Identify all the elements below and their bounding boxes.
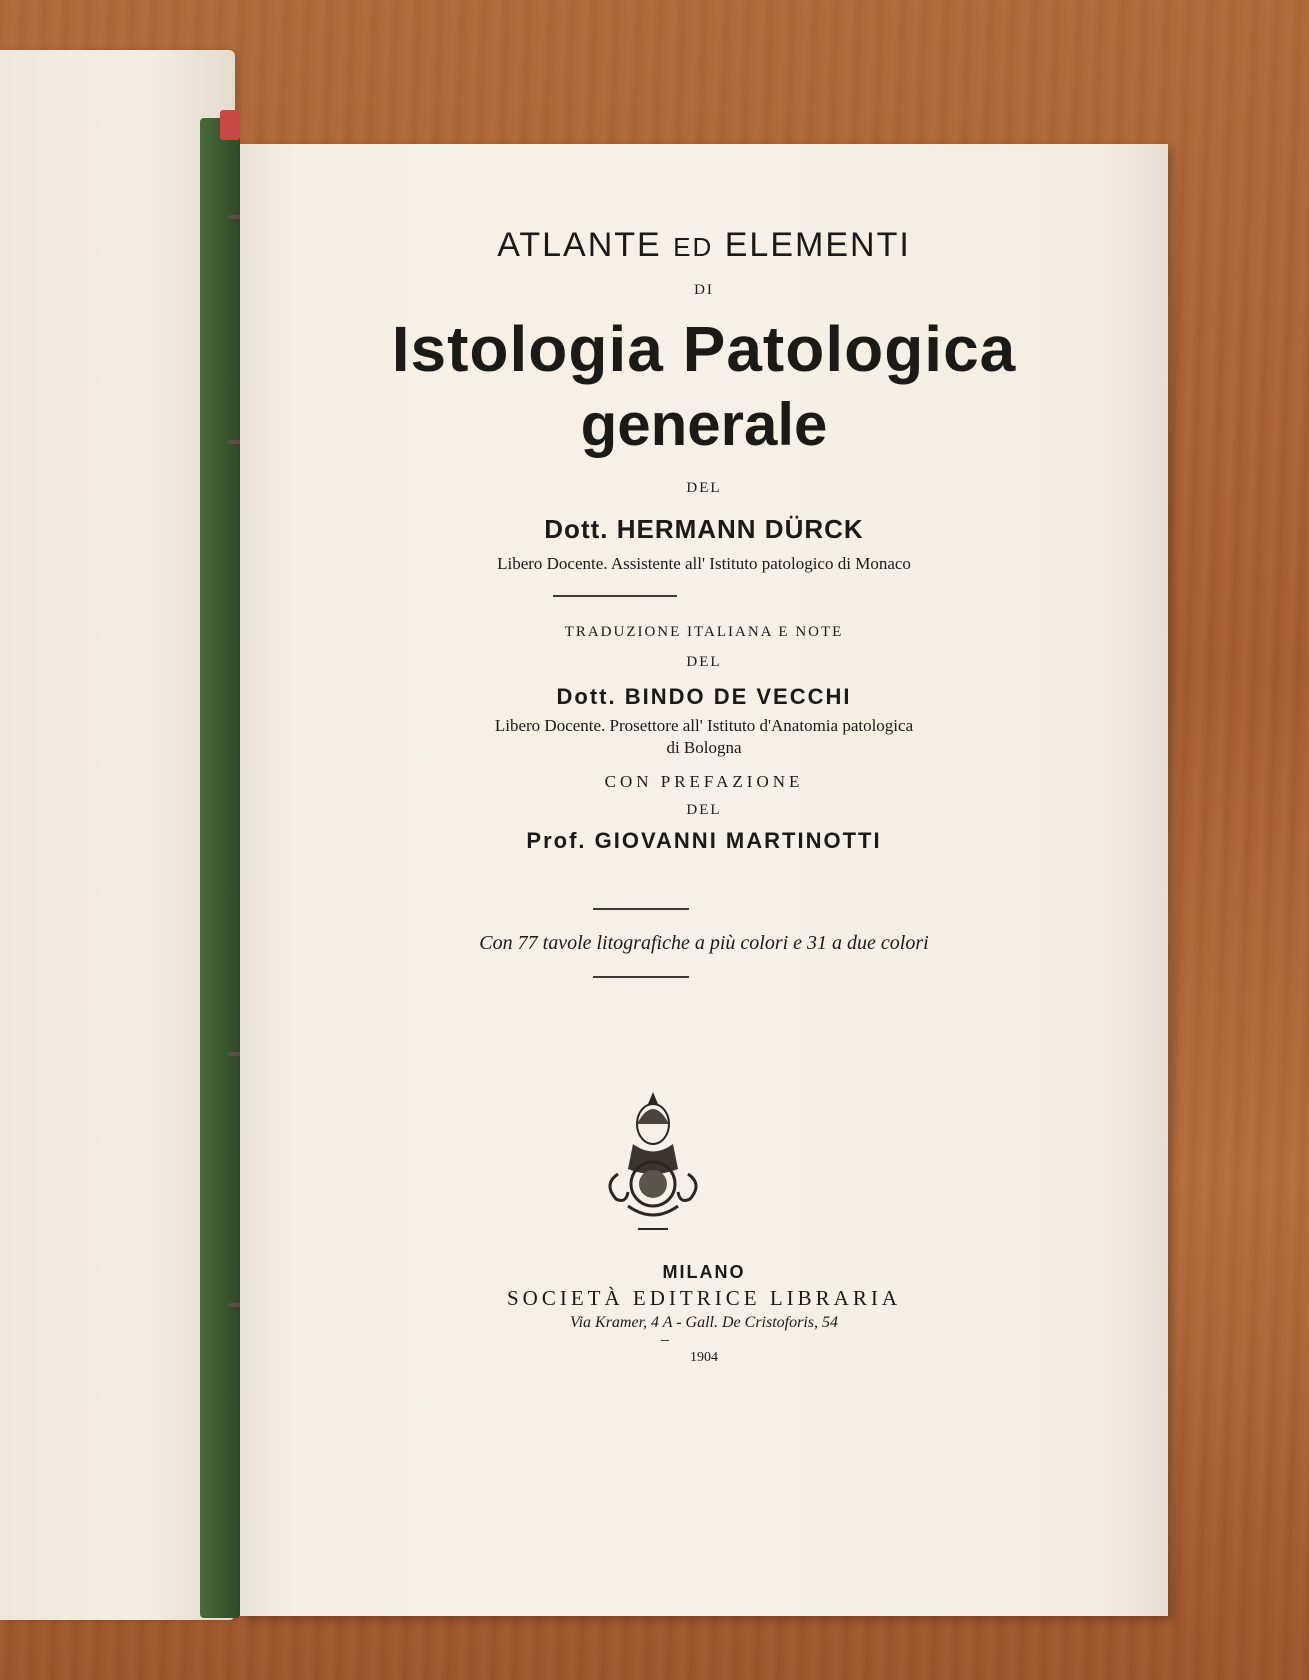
translator-role: Libero Docente. Prosettore all' Istituto d'Anatomia patologica — [494, 716, 914, 735]
translator-role-city: di Bologna — [666, 738, 742, 757]
by-label: DEL — [686, 480, 722, 496]
of-label: DI — [694, 282, 714, 298]
translation-label: TRADUZIONE ITALIANA E NOTE — [564, 624, 844, 640]
by-label: DEL — [686, 802, 722, 818]
divider-rule — [593, 908, 689, 910]
divider-rule — [661, 1340, 669, 1341]
preface-label: CON PREFAZIONE — [604, 772, 804, 791]
book-cover-edge — [200, 118, 240, 1618]
by-label: DEL — [686, 654, 722, 670]
plates-note: Con 77 tavole litografiche a più colori e 31 a due colori — [479, 932, 929, 954]
header-word: ATLANTE — [497, 226, 662, 264]
book-title-line2: generale — [580, 391, 828, 458]
publisher-address: Via Kramer, 4 A - Gall. De Cristoforis, 54 — [569, 1314, 839, 1331]
book-title-line1: Istologia Patologica — [391, 313, 1017, 385]
preface-author: Prof. GIOVANNI MARTINOTTI — [526, 828, 882, 853]
header-word: ELEMENTI — [724, 226, 911, 264]
publisher-city: MILANO — [662, 1262, 746, 1282]
publication-year: 1904 — [690, 1350, 718, 1365]
translator-name: Dott. BINDO DE VECCHI — [556, 684, 852, 709]
author-role: Libero Docente. Assistente all' Istituto patologico di Monaco — [497, 554, 911, 573]
header-word: ED — [673, 232, 714, 262]
divider-rule — [553, 595, 677, 597]
divider-rule — [593, 976, 689, 978]
author-name: Dott. HERMANN DÜRCK — [544, 514, 864, 544]
publisher-name: SOCIETÀ EDITRICE LIBRARIA — [507, 1286, 901, 1310]
publisher-emblem-icon — [598, 1084, 708, 1244]
title-page — [240, 144, 1168, 1616]
header-line — [240, 226, 1168, 265]
